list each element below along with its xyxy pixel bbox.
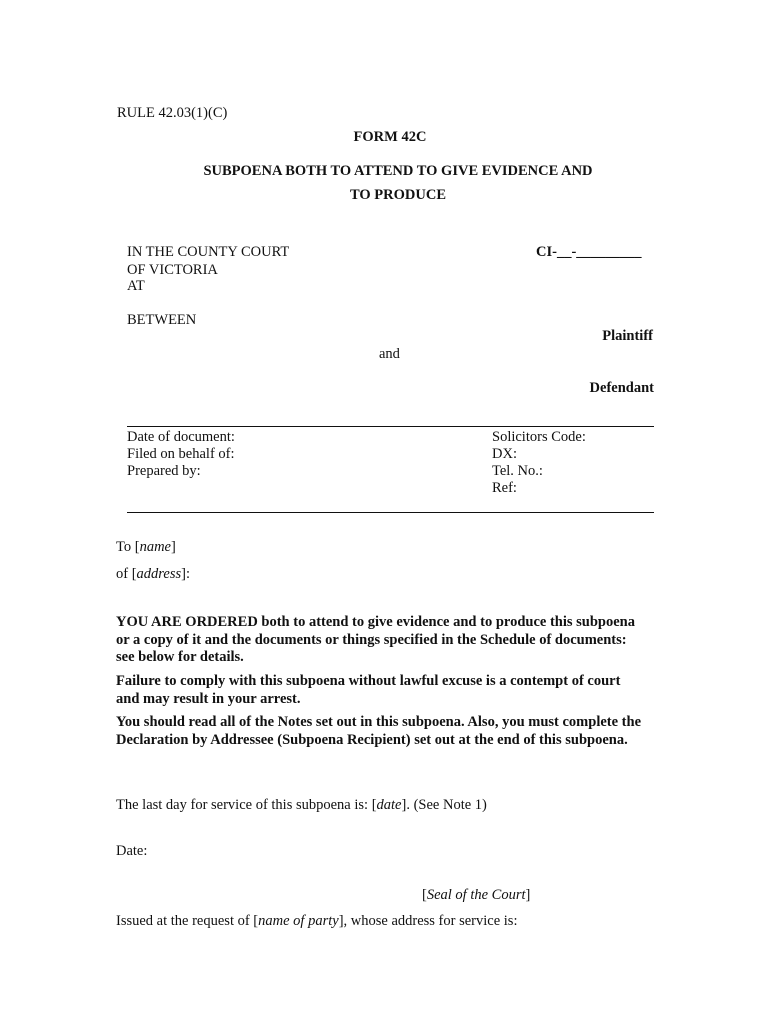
notes-instruction-paragraph: You should read all of the Notes set out in this subpoena. Also, you must complete the Declaration by Addressee (Subpoena Recipient) set out at the end of this subpoena.	[116, 714, 642, 748]
seal-of-court: [Seal of the Court]	[422, 887, 531, 903]
name-placeholder: name	[139, 539, 171, 555]
seal-placeholder: Seal of the Court	[426, 887, 526, 903]
case-number: CI-__-_________	[536, 244, 642, 260]
court-name-line1: IN THE COUNTY COURT	[127, 244, 290, 260]
between-label: BETWEEN	[127, 312, 197, 328]
prepared-by-label: Prepared by:	[127, 463, 201, 479]
court-name-line2: OF VICTORIA	[127, 262, 218, 278]
defendant-label: Defendant	[589, 380, 654, 396]
ref-label: Ref:	[492, 480, 517, 496]
date-label: Date:	[116, 843, 148, 859]
date-of-document-label: Date of document:	[127, 429, 235, 445]
solicitors-code-label: Solicitors Code:	[492, 429, 586, 445]
form-number: FORM 42C	[353, 129, 427, 145]
and-label: and	[379, 346, 400, 362]
date-placeholder: date	[376, 797, 402, 813]
filed-on-behalf-label: Filed on behalf of:	[127, 446, 235, 462]
court-location: AT	[127, 278, 145, 294]
tel-no-label: Tel. No.:	[492, 463, 543, 479]
party-name-placeholder: name of party	[258, 913, 339, 929]
contempt-warning-paragraph: Failure to comply with this subpoena without lawful excuse is a contempt of court and may result in your arrest.	[116, 673, 621, 707]
last-day-of-service-line: The last day for service of this subpoena is: [date]. (See Note 1)	[116, 797, 487, 813]
document-title-line1: SUBPOENA BOTH TO ATTEND TO GIVE EVIDENCE AND	[203, 163, 593, 179]
bottom-divider	[127, 512, 654, 513]
plaintiff-label: Plaintiff	[602, 328, 653, 344]
document-title-line2: TO PRODUCE	[349, 187, 446, 203]
of-address-line: of [address]:	[116, 566, 190, 582]
rule-reference: RULE 42.03(1)(C)	[117, 105, 228, 121]
issued-at-request-line: Issued at the request of [name of party], whose address for service is:	[116, 913, 518, 929]
address-placeholder: address	[136, 566, 182, 582]
order-paragraph: YOU ARE ORDERED both to attend to give evidence and to produce this subpoena or a copy of it and the documents or things specified in the Schedule of documents: see below for details.	[116, 614, 635, 665]
dx-label: DX:	[492, 446, 517, 462]
to-name-line: To [name]	[116, 539, 176, 555]
top-divider	[127, 426, 654, 427]
